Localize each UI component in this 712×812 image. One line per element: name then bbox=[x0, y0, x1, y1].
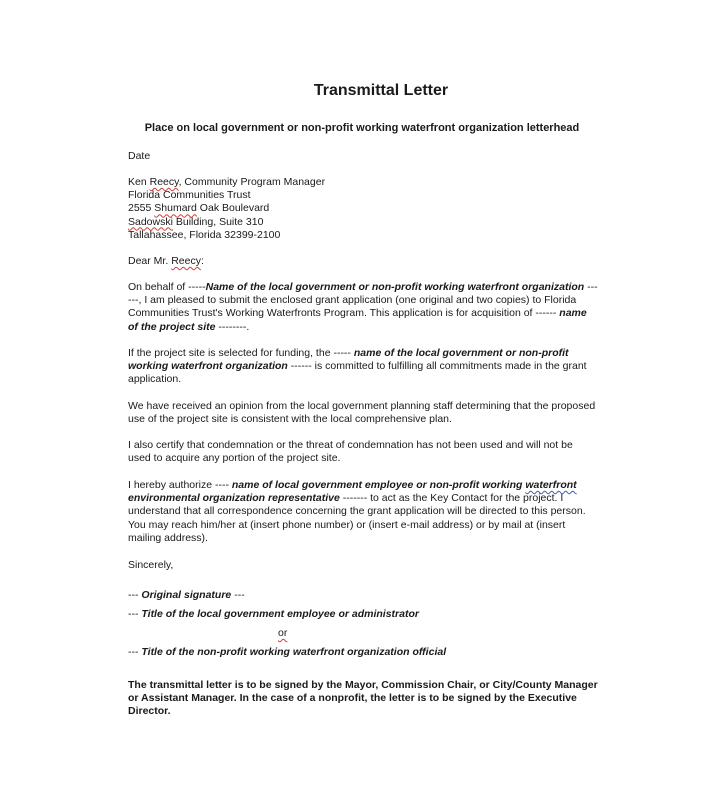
recipient-address bbox=[128, 176, 598, 242]
date-label: Date bbox=[128, 150, 151, 162]
salutation-text: Dear Mr. bbox=[128, 255, 172, 267]
body-text: If the project site is selected for funding, the ----- bbox=[128, 347, 354, 359]
address-text: Ken bbox=[128, 176, 150, 188]
nonprofit-title-line bbox=[128, 646, 598, 659]
address-line-5: Tallahassee, Florida 32399-2100 bbox=[128, 228, 281, 241]
address-text: Building, Suite 310 bbox=[172, 215, 264, 228]
placeholder-text: name of the project site bbox=[128, 307, 587, 333]
paragraph-3 bbox=[128, 400, 598, 426]
address-line-3 bbox=[128, 202, 598, 215]
address-text: Oak Boulevard bbox=[196, 202, 270, 215]
letterhead-instruction: Place on local government or non-profit working waterfront organization letterhead bbox=[144, 122, 580, 134]
placeholder-text: Name of the local government or non-profit working waterfront organization bbox=[205, 281, 585, 293]
date-line bbox=[128, 150, 598, 163]
signature-line bbox=[128, 589, 598, 602]
dash-text: --- bbox=[128, 646, 142, 658]
spellcheck-word: Reecy bbox=[171, 255, 201, 267]
body-text: On behalf of ----- bbox=[128, 281, 206, 293]
dash-text: --- bbox=[128, 589, 142, 601]
paragraph-1 bbox=[128, 281, 598, 334]
placeholder-text: Original signature bbox=[141, 589, 232, 601]
spellcheck-word: waterfront bbox=[525, 479, 577, 491]
salutation-text: : bbox=[200, 255, 204, 267]
address-text: 2555 bbox=[128, 202, 155, 215]
body-text: I hereby authorize ---- bbox=[128, 479, 232, 491]
address-text: , Community Program Manager bbox=[178, 176, 326, 188]
address-line-4 bbox=[128, 216, 598, 229]
page-title: Transmittal Letter bbox=[313, 82, 449, 99]
dash-text: --- bbox=[128, 608, 142, 620]
signing-instructions: The transmittal letter is to be signed by the Mayor, Commission Chair, or City/County Manager or Assistant Manager. In the case of a nonprofit, the letter is to be signed by the Executive Director. bbox=[128, 679, 598, 718]
placeholder-text: Title of the non-profit working waterfront organization official bbox=[141, 646, 447, 658]
address-line-1 bbox=[128, 176, 598, 189]
paragraph-4 bbox=[128, 439, 598, 465]
salutation bbox=[128, 255, 598, 268]
placeholder-text: Title of the local government employee or administrator bbox=[141, 608, 419, 620]
closing-text: Sincerely, bbox=[128, 559, 174, 571]
closing bbox=[128, 559, 598, 572]
body-text: --------. bbox=[215, 320, 250, 333]
body-text: We have received an opinion from the local government planning staff determining that the proposed use of the project site is consistent with the local comprehensive plan. bbox=[128, 400, 596, 426]
spellcheck-word: Reecy bbox=[149, 176, 179, 188]
body-text: ------, I am pleased to submit the enclosed grant application (one original and two copies) to Florida Communities Trust's Working Waterfronts Program. This application is for acquisition of ------ bbox=[128, 281, 598, 320]
placeholder-text: name of local government employee or non-profit working bbox=[231, 479, 526, 491]
spellcheck-word: Shumard bbox=[154, 202, 197, 215]
body-text: I also certify that condemnation or the threat of condemnation has not been used and will not be used to acquire any portion of the project site. bbox=[128, 439, 573, 465]
placeholder-text: environmental organization representative bbox=[128, 492, 340, 505]
body-text: ------- to act as the Key Contact for the project. I understand that all correspondence concerning the grant application will be directed to this person. You may reach him/her at (insert phone number) or (insert e-mail address) or by mail at (insert mailing address). bbox=[128, 492, 586, 544]
address-line-2: Florida Communities Trust bbox=[128, 189, 251, 202]
spellcheck-word: Sadowski bbox=[128, 215, 173, 228]
placeholder-text: name of the local government or non-profit working waterfront organization bbox=[128, 347, 569, 373]
body-text: ------ is committed to fulfilling all commitments made in the grant application. bbox=[128, 360, 587, 386]
paragraph-5 bbox=[128, 479, 598, 545]
dash-text: --- bbox=[231, 589, 245, 601]
official-title-line bbox=[128, 608, 598, 621]
or-separator: or bbox=[278, 627, 288, 639]
paragraph-2 bbox=[128, 347, 598, 387]
